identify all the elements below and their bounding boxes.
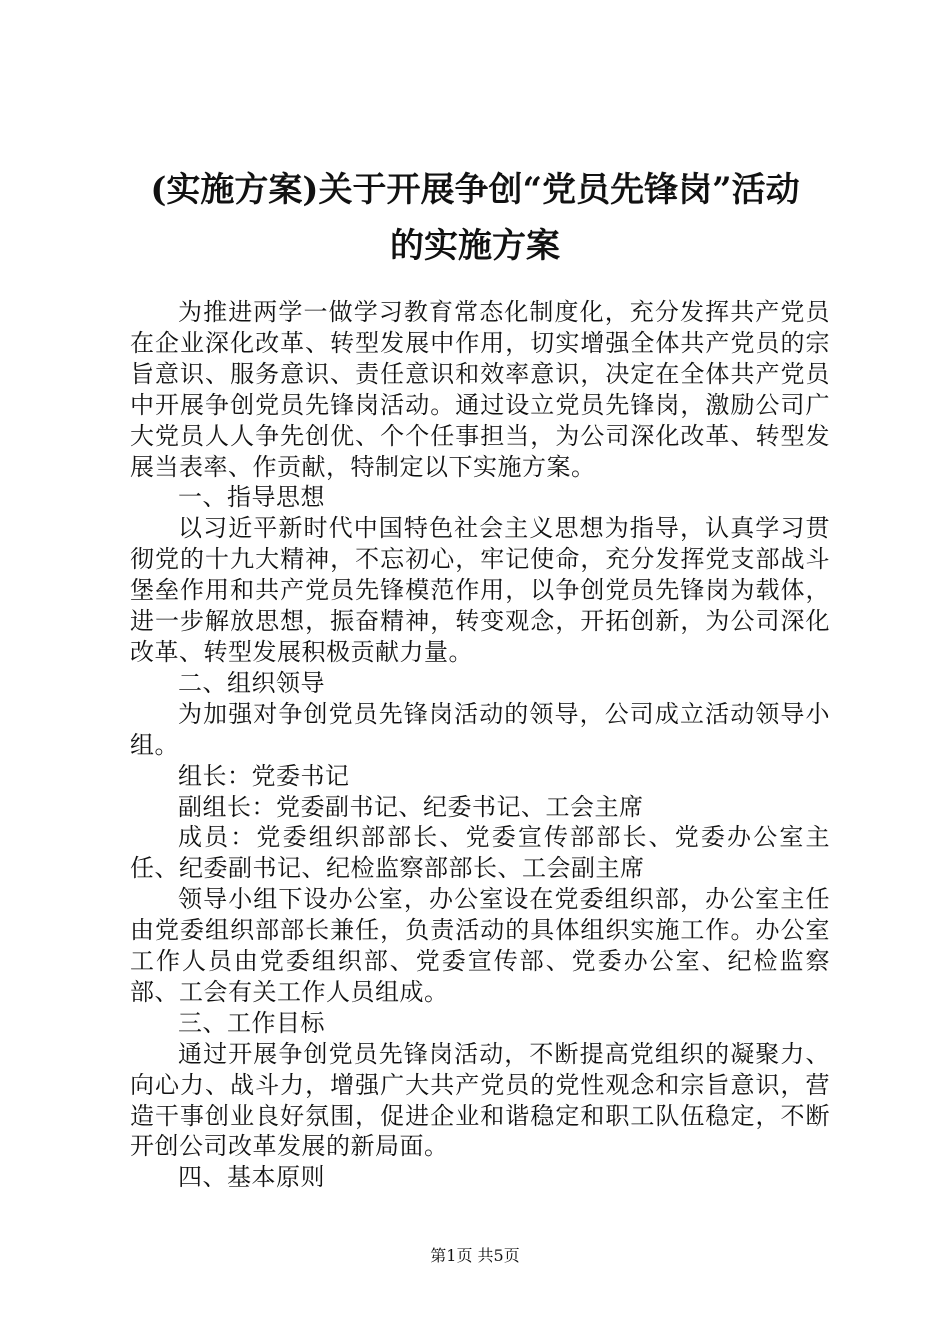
section-heading-work-goals: 三、工作目标 [178, 1008, 325, 1037]
paragraph-members: 成员：党委组织部部长、党委宣传部部长、党委办公室主任、纪委副书记、纪检监察部部长、工会副主席 [130, 823, 830, 883]
document-title-line-2: 的实施方案 [390, 226, 560, 266]
section-heading-basic-principles: 四、基本原则 [178, 1163, 325, 1192]
paragraph-guiding-ideology: 以习近平新时代中国特色社会主义思想为指导，认真学习贯彻党的十九大精神，不忘初心，牢记使命，充分发挥党支部战斗堡垒作用和共产党员先锋模范作用，以争创党员先锋岗为载体，进一步解放思想，振奋精神，转变观念，开拓创新，为公司深化改革、转型发展积极贡献力量。 [130, 514, 830, 666]
section-heading-guiding-ideology: 一、指导思想 [178, 483, 325, 512]
paragraph-leadership-group: 为加强对争创党员先锋岗活动的领导，公司成立活动领导小组。 [130, 699, 830, 759]
paragraph-group-leader: 组长：党委书记 [178, 761, 350, 790]
paragraph-intro: 为推进两学一做学习教育常态化制度化，充分发挥共产党员在企业深化改革、转型发展中作用，切实增强全体共产党员的宗旨意识、服务意识、责任意识和效率意识，决定在全体共产党员中开展争创党员先锋岗活动。通过设立党员先锋岗，激励公司广大党员人人争先创优、个个任事担当，为公司深化改革、转型发展当表率、作贡献，特制定以下实施方案。 [130, 298, 830, 481]
document-title-line-1: (实施方案)关于开展争创“党员先锋岗”活动 [150, 170, 800, 210]
document-body [130, 297, 830, 1193]
paragraph-work-goals: 通过开展争创党员先锋岗活动，不断提高党组织的凝聚力、向心力、战斗力，增强广大共产党员的党性观念和宗旨意识，营造干事创业良好氛围，促进企业和谐稳定和职工队伍稳定，不断开创公司改革发展的新局面。 [130, 1039, 830, 1161]
section-heading-organization: 二、组织领导 [178, 668, 325, 697]
page-number-footer: 第1页 共5页 [430, 1246, 520, 1265]
paragraph-office: 领导小组下设办公室，办公室设在党委组织部，办公室主任由党委组织部部长兼任，负责活动的具体组织实施工作。办公室工作人员由党委组织部、党委宣传部、党委办公室、纪检监察部、工会有关工作人员组成。 [130, 885, 830, 1006]
paragraph-deputy-leader: 副组长：党委副书记、纪委书记、工会主席 [178, 792, 644, 821]
